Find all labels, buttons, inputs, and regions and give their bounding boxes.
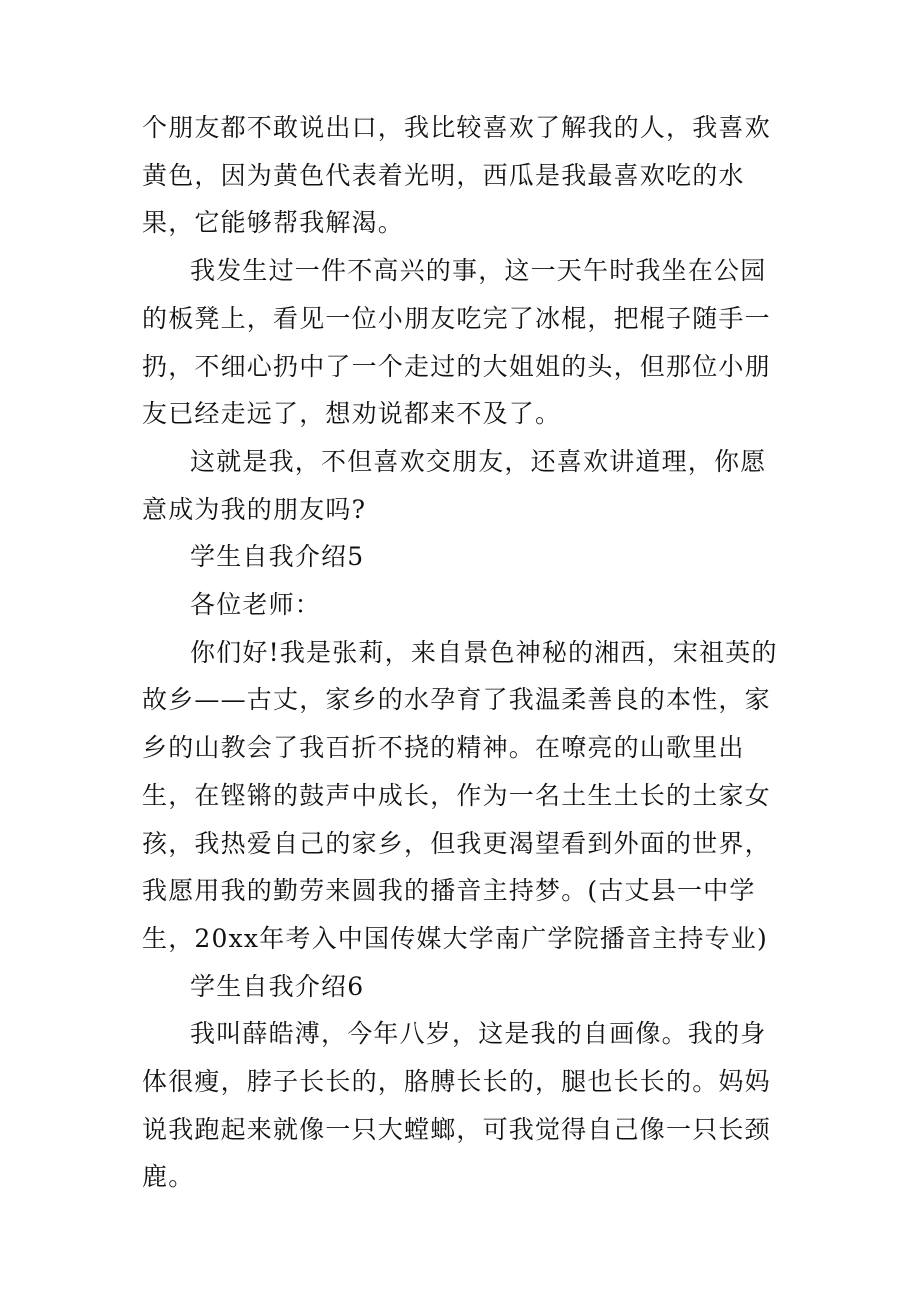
paragraph-continuation: 个朋友都不敢说出口，我比较喜欢了解我的人，我喜欢黄色，因为黄色代表着光明，西瓜是我最喜欢吃的水果，它能够帮我解渴。 <box>142 113 771 238</box>
paragraph-self-portrait: 我叫薛皓溥，今年八岁，这是我的自画像。我的身体很瘦，脖子长长的，胳膊长长的，腿也长长的。妈妈说我跑起来就像一只大螳螂，可我觉得自己像一只长颈鹿。 <box>142 1019 771 1192</box>
section-heading-6: 学生自我介绍6 <box>190 971 365 1001</box>
salutation: 各位老师： <box>190 590 322 620</box>
paragraph-park-story: 我发生过一件不高兴的事，这一天午时我坐在公园的板凳上，看见一位小朋友吃完了冰棍，把棍子随手一扔，不细心扔中了一个走过的大姐姐的头，但那位小朋友已经走远了，想劝说都来不及了。 <box>142 256 771 429</box>
paragraph-zhangli-intro: 你们好!我是张莉，来自景色神秘的湘西，宋祖英的故乡——古丈，家乡的水孕育了我温柔善良的本性，家乡的山教会了我百折不挠的精神。在嘹亮的山歌里出生，在铿锵的鼓声中成长，作为一名土生土长的土家女孩，我热爱自己的家乡，但我更渴望看到外面的世界，我愿用我的勤劳来圆我的播音主持梦。(古丈县一中学生，20xx年考入中国传媒大学南广学院播音主持专业) <box>142 637 778 953</box>
paragraph-closing-question: 这就是我，不但喜欢交朋友，还喜欢讲道理，你愿意成为我的朋友吗? <box>142 446 767 524</box>
section-heading-5: 学生自我介绍5 <box>190 542 365 572</box>
document-body <box>142 104 782 1201</box>
